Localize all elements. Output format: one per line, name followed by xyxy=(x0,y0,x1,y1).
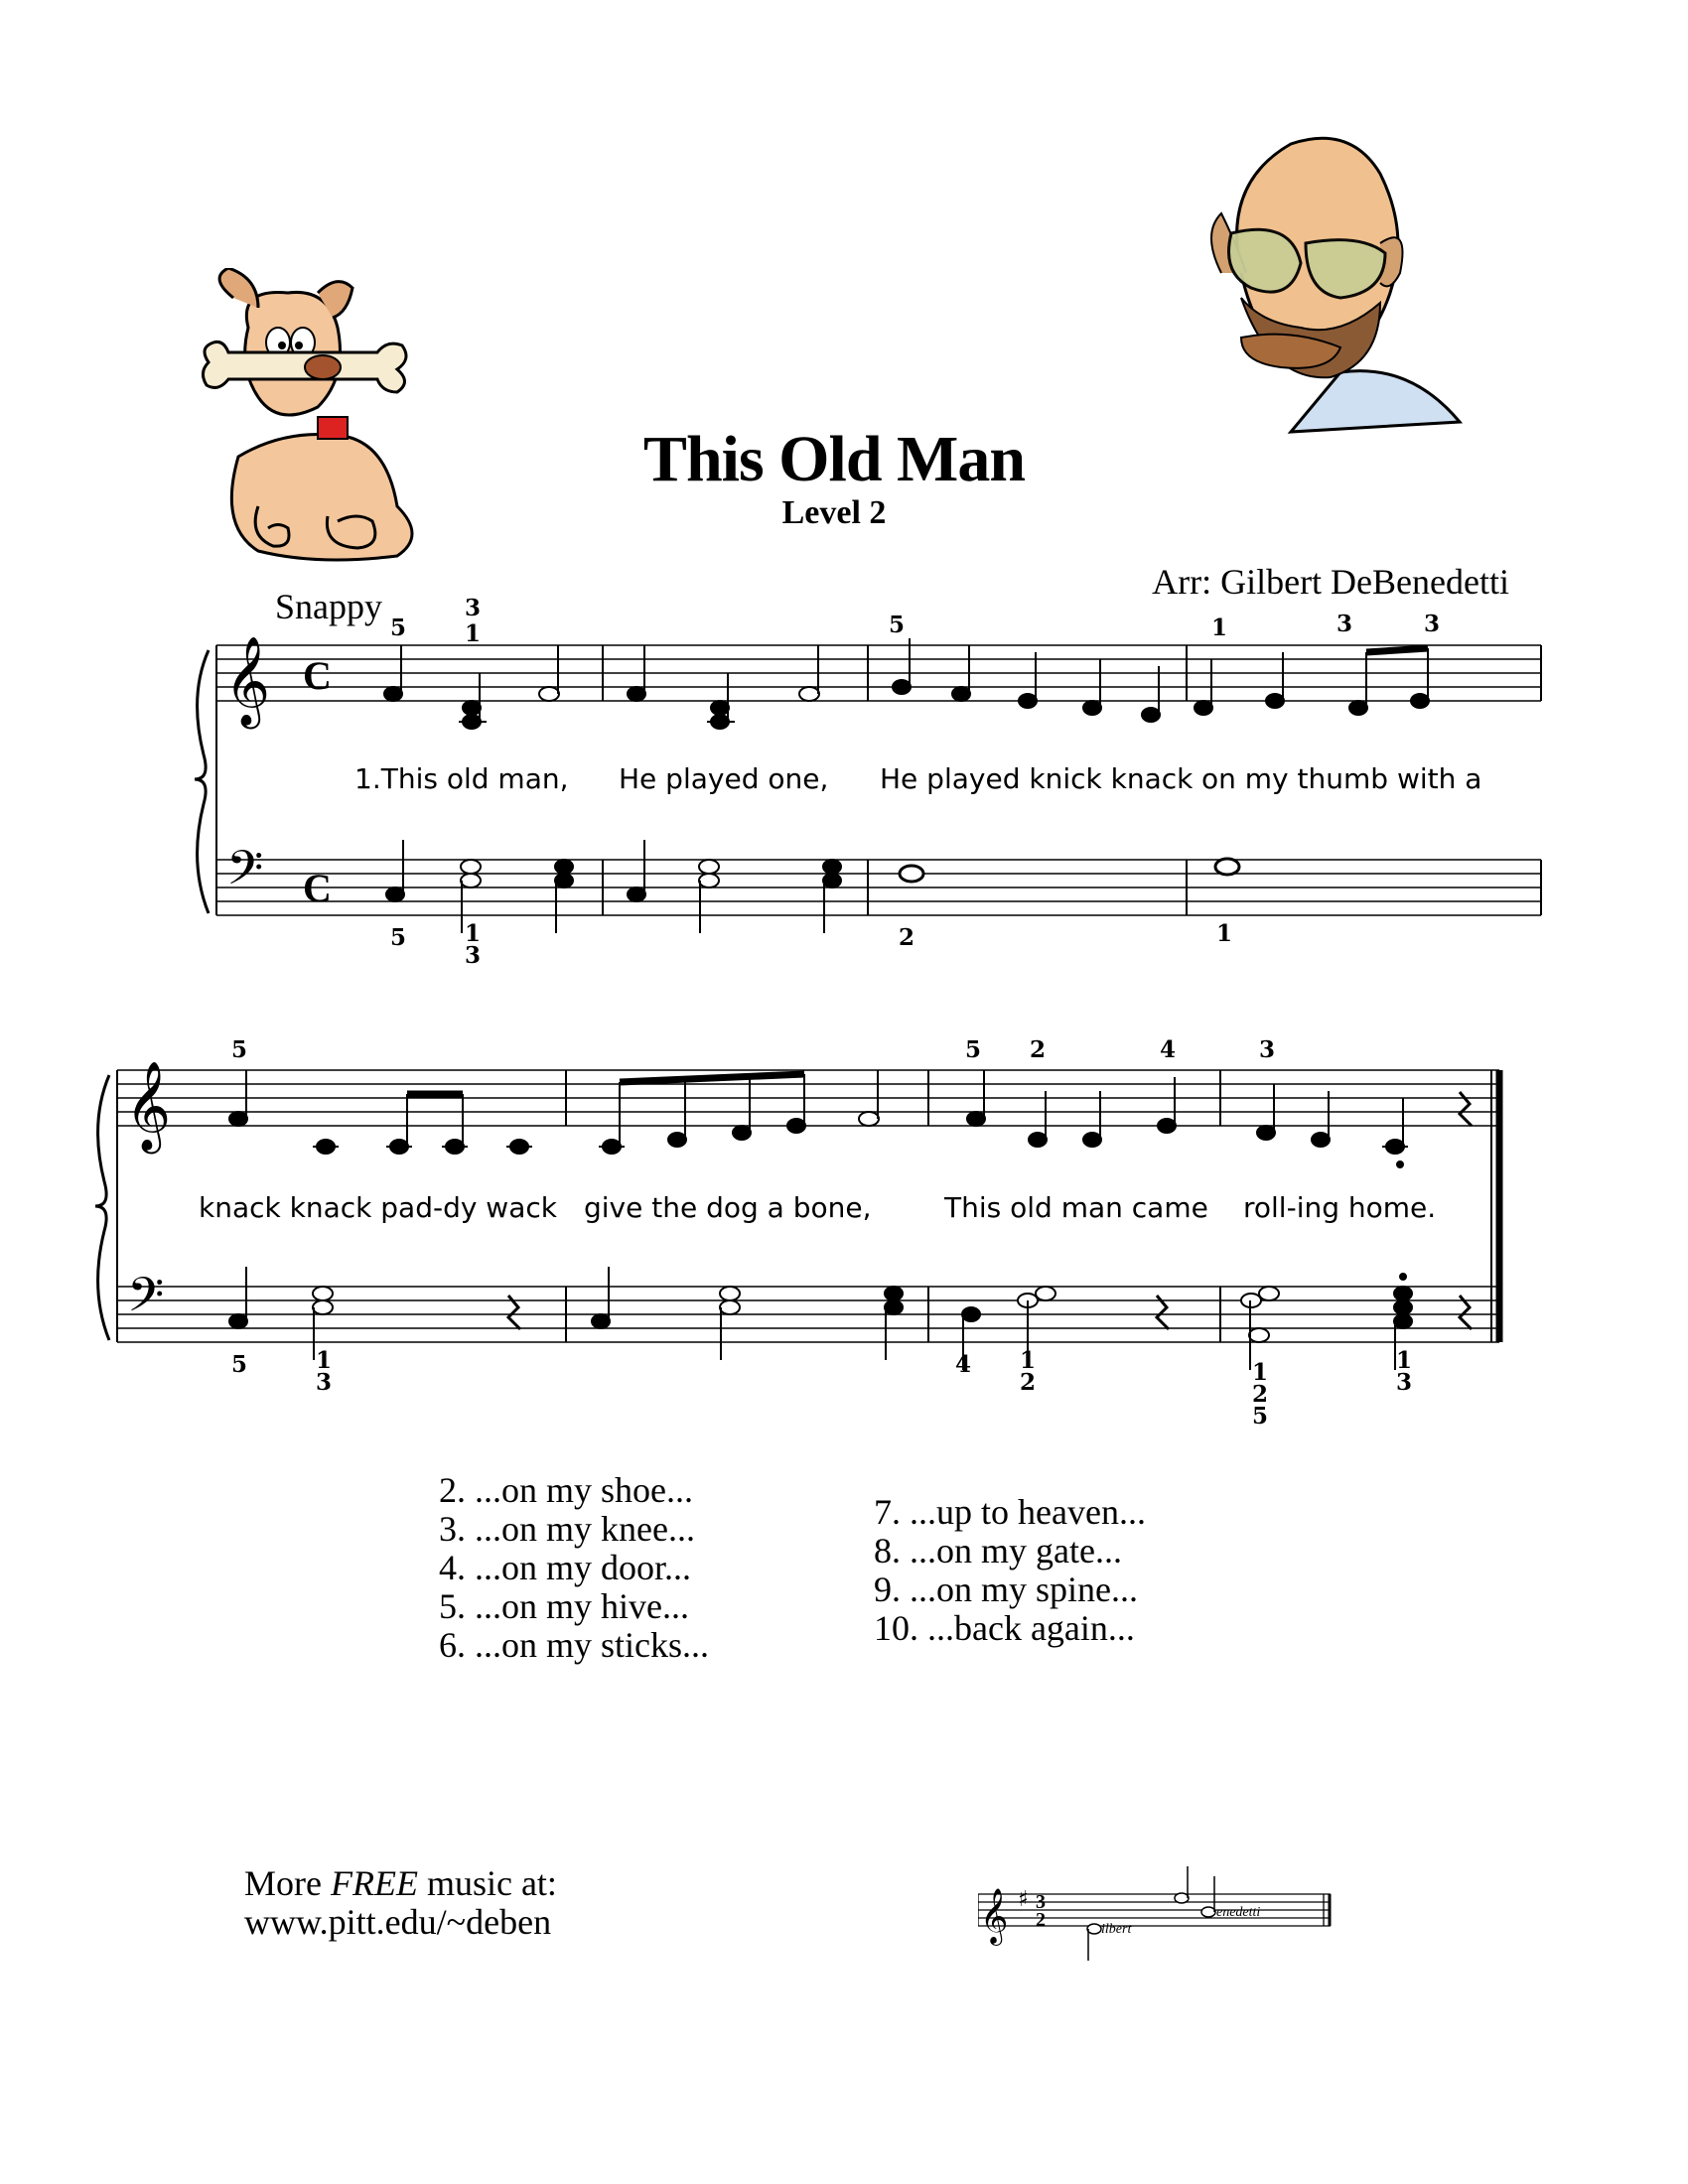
svg-text:3: 3 xyxy=(1424,611,1441,637)
verse-line: 4. ...on my door... xyxy=(439,1548,692,1587)
svg-text:3: 3 xyxy=(465,942,482,969)
signature-text-2: enedetti xyxy=(1216,1905,1261,1920)
svg-text:5: 5 xyxy=(965,1036,982,1063)
lyric-s1-m3: He played knick knack xyxy=(880,762,1194,795)
svg-text:3: 3 xyxy=(1336,611,1353,637)
bass-clef-1: 𝄢 xyxy=(226,840,264,907)
svg-text:5: 5 xyxy=(231,1351,248,1378)
verse-line: 8. ...on my gate... xyxy=(874,1531,1122,1570)
svg-text:5: 5 xyxy=(231,1036,248,1063)
signature-time-bottom: 2 xyxy=(1036,1909,1046,1931)
svg-text:2: 2 xyxy=(1252,1381,1269,1408)
bass-clef-2: 𝄢 xyxy=(127,1267,165,1334)
system-1-treble-notes xyxy=(384,638,1429,729)
treble-clef-1: 𝄞 xyxy=(224,636,271,726)
time-sig-bass-1: C xyxy=(303,866,332,910)
svg-text:1: 1 xyxy=(1252,1359,1269,1386)
svg-text:1: 1 xyxy=(1396,1347,1413,1374)
svg-text:3: 3 xyxy=(1259,1036,1276,1063)
svg-text:1: 1 xyxy=(316,1347,333,1374)
verse-line: 5. ...on my hive... xyxy=(439,1586,689,1626)
system-2-treble-staff xyxy=(117,1070,1499,1126)
svg-text:5: 5 xyxy=(390,924,407,951)
system-1-brace xyxy=(195,650,209,913)
treble-clef-2: 𝄞 xyxy=(125,1061,172,1151)
svg-text:5: 5 xyxy=(889,612,906,638)
lyric-s2-m1: knack knack pad-dy wack xyxy=(199,1191,557,1224)
svg-text:1: 1 xyxy=(465,620,482,647)
signature-time-top: 3 xyxy=(1036,1891,1046,1913)
lyric-s1-m1: 1.This old man, xyxy=(354,762,569,795)
svg-text:4: 4 xyxy=(1160,1036,1177,1063)
music-system-2 xyxy=(0,1023,1688,1449)
signature-staff xyxy=(978,1846,1345,1966)
footer-website: www.pitt.edu/~deben xyxy=(244,1902,552,1942)
svg-text:2: 2 xyxy=(1020,1369,1037,1396)
svg-text:1: 1 xyxy=(1020,1347,1037,1374)
lyric-s1-m4: on my thumb with a xyxy=(1201,762,1482,795)
signature-staff-lines xyxy=(978,1894,1331,1926)
svg-text:1: 1 xyxy=(1211,614,1228,641)
signature-notes xyxy=(1087,1866,1215,1961)
svg-text:1: 1 xyxy=(1216,920,1233,947)
svg-text:2: 2 xyxy=(1030,1036,1047,1063)
lyric-s2-m4: roll-ing home. xyxy=(1243,1191,1437,1224)
tempo-marking: Snappy xyxy=(275,587,382,626)
svg-text:5: 5 xyxy=(390,614,407,641)
verse-line: 6. ...on my sticks... xyxy=(439,1625,710,1665)
system-2-brace xyxy=(95,1075,109,1340)
piece-title: This Old Man xyxy=(642,423,1026,495)
signature-treble-clef: 𝄞 xyxy=(980,1888,1009,1944)
system-1-bass-notes xyxy=(386,840,1239,933)
system-2-bass-notes xyxy=(229,1267,1472,1370)
verse-line: 9. ...on my spine... xyxy=(874,1570,1138,1609)
svg-text:3: 3 xyxy=(1396,1369,1413,1396)
system-1-bass-staff xyxy=(216,860,1541,915)
music-system-1 xyxy=(0,0,1688,1003)
svg-text:4: 4 xyxy=(955,1351,972,1378)
verse-line: 10. ...back again... xyxy=(874,1608,1135,1648)
lyric-s2-m3: This old man came xyxy=(944,1191,1208,1224)
footer-credit xyxy=(244,1864,557,1942)
svg-text:1: 1 xyxy=(465,920,482,947)
verses-right xyxy=(874,1493,1146,1648)
level-label: Level 2 xyxy=(781,494,887,531)
signature-text-1: ilbert xyxy=(1101,1922,1132,1937)
verse-line: 7. ...up to heaven... xyxy=(874,1492,1146,1532)
lyric-s1-m2: He played one, xyxy=(619,762,829,795)
verse-line: 2. ...on my shoe... xyxy=(439,1470,693,1510)
svg-text:5: 5 xyxy=(1252,1403,1269,1430)
svg-text:3: 3 xyxy=(316,1369,333,1396)
svg-text:3: 3 xyxy=(465,595,482,621)
signature-sharp: ♯ xyxy=(1018,1887,1029,1912)
svg-text:2: 2 xyxy=(899,924,915,951)
arranger-credit: Arr: Gilbert DeBenedetti xyxy=(1152,562,1509,602)
system-1-treble-staff xyxy=(216,645,1541,701)
lyric-s2-m2: give the dog a bone, xyxy=(584,1191,872,1224)
verse-line: 3. ...on my knee... xyxy=(439,1509,695,1549)
time-sig-treble-1: C xyxy=(303,653,332,698)
footer-line-1: More FREE music at: xyxy=(244,1863,557,1903)
verses-left xyxy=(439,1471,709,1665)
